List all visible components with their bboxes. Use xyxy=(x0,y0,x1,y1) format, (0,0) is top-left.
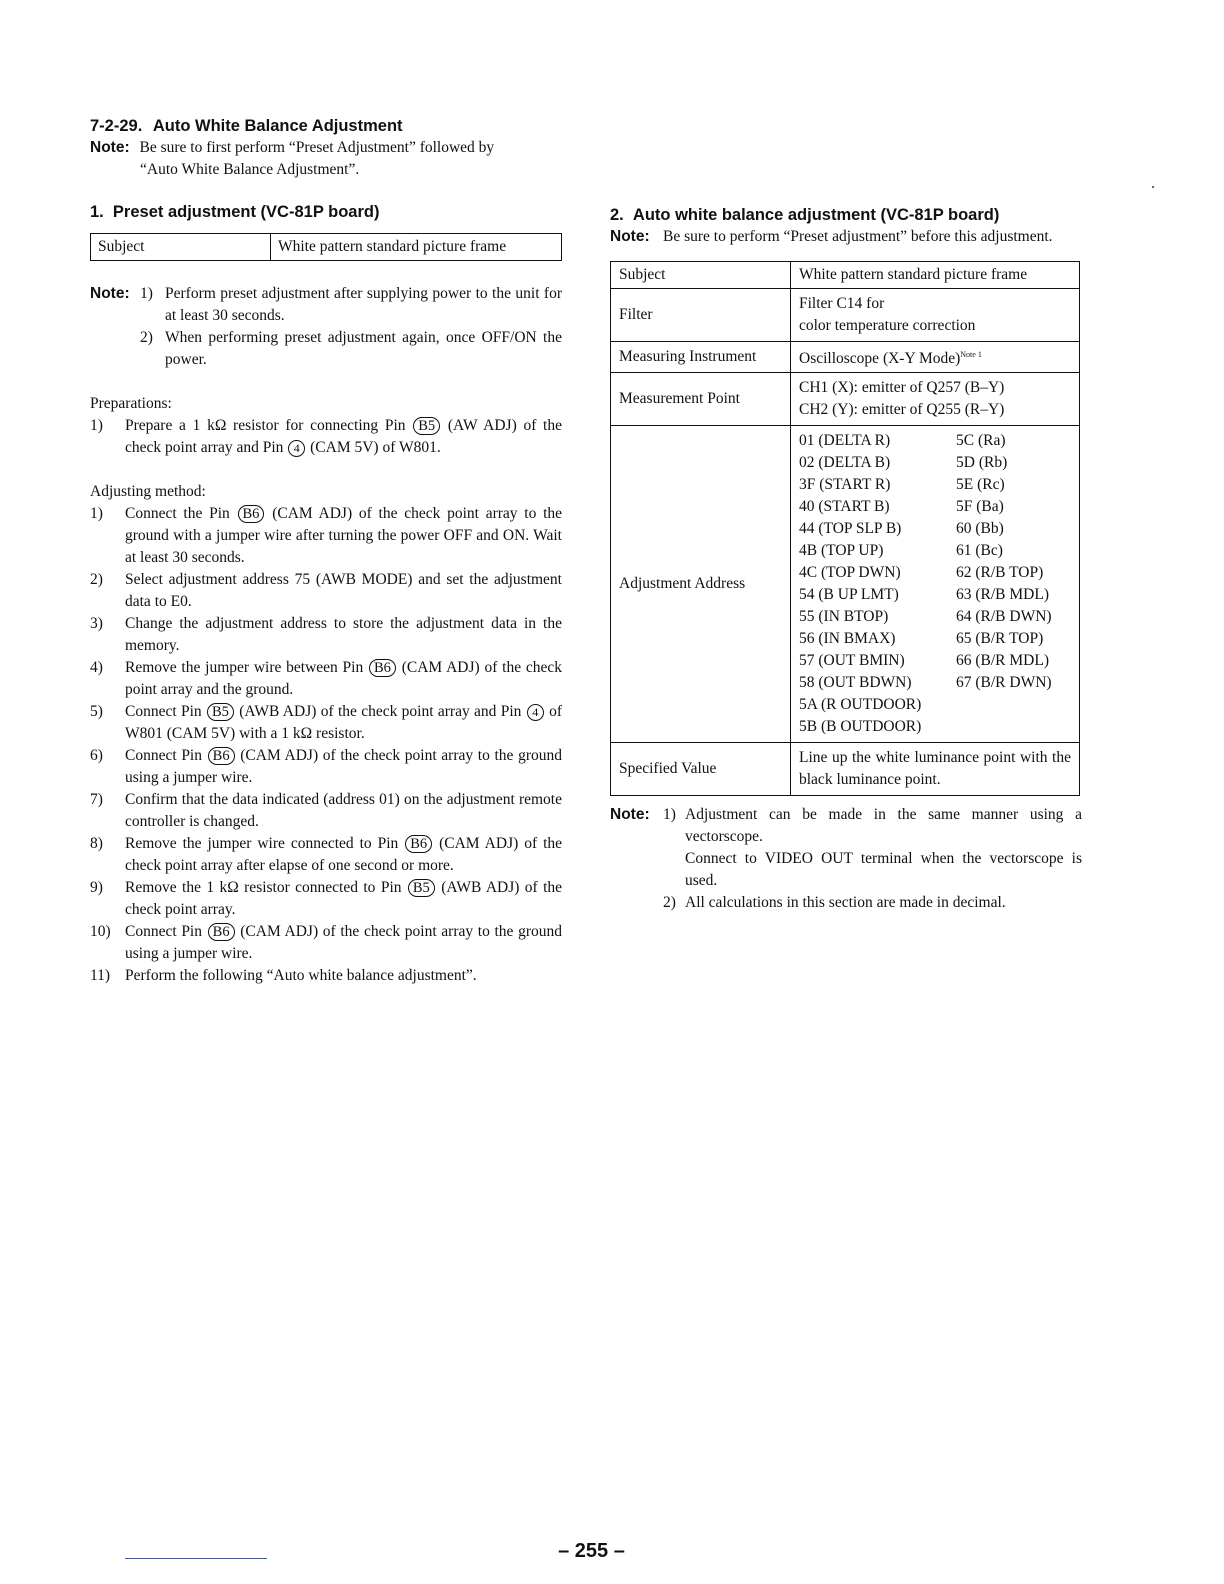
list-item xyxy=(90,833,562,877)
item-text: Confirm that the data indicated (address 01) on the adjustment remote controller is changed. xyxy=(125,791,562,830)
item-text: (CAM ADJ) of the check point array to the ground using a jumper wire. xyxy=(125,747,563,786)
subject-value: White pattern standard picture frame xyxy=(791,262,1080,289)
section2-title: 2. Auto white balance adjustment (VC-81P board) xyxy=(610,206,1000,224)
list-item xyxy=(90,965,562,987)
item-number: 2) xyxy=(90,571,103,588)
item-text: Connect Pin xyxy=(125,747,202,764)
table-row xyxy=(611,426,1080,743)
section2-note xyxy=(610,226,1082,248)
item-text: Remove the 1 kΩ resistor connected to Pin xyxy=(125,879,402,896)
section1-subject-label: Subject xyxy=(91,234,271,261)
item-text: (CAM ADJ) of the check point array and the ground. xyxy=(125,659,563,698)
item-number: 7) xyxy=(90,791,103,808)
pin-label: B5 xyxy=(207,703,234,721)
item-text: (CAM ADJ) of the check point array to the ground with a jumper wire after turning the power OFF and ON. Wait at least 30 seconds. xyxy=(125,505,563,566)
section1-note-1 xyxy=(90,283,562,327)
bottom-rule xyxy=(125,1558,267,1559)
item-number: 1) xyxy=(90,505,103,522)
note-line: All calculations in this section are made in decimal. xyxy=(685,894,1006,912)
point-label: Measurement Point xyxy=(611,373,791,426)
address-entry: 4C (TOP DWN) xyxy=(799,564,901,582)
point-line-2: CH2 (Y): emitter of Q255 (R–Y) xyxy=(799,401,1005,419)
section1-table xyxy=(90,233,562,261)
filter-line-1: Filter C14 for xyxy=(799,295,885,312)
pin-label: B6 xyxy=(238,505,265,523)
address-entry: 01 (DELTA R) xyxy=(799,432,891,450)
subject-label: Subject xyxy=(611,262,791,289)
section2-note-label: Note: xyxy=(610,228,650,245)
note-number: 2) xyxy=(663,894,676,912)
note-line: Adjustment can be made in the same manner using a vectorscope. xyxy=(685,806,1082,846)
item-text: Select adjustment address 75 (AWB MODE) and set the adjustment data to E0. xyxy=(125,571,562,610)
item-text: Connect the Pin xyxy=(125,505,230,522)
note-reference: Note 1 xyxy=(960,350,982,359)
after-note-label: Note: xyxy=(610,806,650,824)
page-number: – 255 – xyxy=(558,1540,625,1562)
point-line-1: CH1 (X): emitter of Q257 (B–Y) xyxy=(799,379,1005,397)
address-entry: 63 (R/B MDL) xyxy=(956,586,1049,604)
pin-label: B5 xyxy=(413,417,440,435)
item-number: 10) xyxy=(90,923,111,940)
list-item xyxy=(90,877,562,921)
address-entry: 54 (B UP LMT) xyxy=(799,586,899,604)
page-heading xyxy=(90,115,562,137)
spec-label: Specified Value xyxy=(611,743,791,796)
pin-label: 4 xyxy=(288,440,305,457)
address-entry: 40 (START B) xyxy=(799,498,890,516)
list-item xyxy=(90,745,562,789)
section2-note-text: Be sure to perform “Preset adjustment” before this adjustment. xyxy=(663,228,1053,245)
note-number: 1) xyxy=(663,806,676,824)
address-entry: 62 (R/B TOP) xyxy=(956,564,1044,582)
instrument-label: Measuring Instrument xyxy=(611,342,791,373)
item-number: 6) xyxy=(90,747,103,764)
intro-note xyxy=(90,137,562,181)
address-entry: 65 (B/R TOP) xyxy=(956,630,1044,648)
left-column xyxy=(90,115,562,987)
heading-title: Auto White Balance Adjustment xyxy=(152,117,403,135)
item-number: 11) xyxy=(90,967,111,984)
right-column xyxy=(610,204,1082,914)
list-item xyxy=(90,701,562,745)
item-text: Change the adjustment address to store the adjustment data in the memory. xyxy=(125,615,562,654)
list-item xyxy=(90,613,562,657)
item-text: Remove the jumper wire connected to Pin xyxy=(125,835,399,852)
address-value xyxy=(791,426,1080,743)
address-entry: 5D (Rb) xyxy=(956,454,1008,472)
after-note-1 xyxy=(610,804,1082,892)
item-text: (CAM ADJ) of the check point array to the ground using a jumper wire. xyxy=(125,923,563,962)
pin-label: B6 xyxy=(405,835,432,853)
filter-label: Filter xyxy=(611,289,791,342)
item-text: (CAM ADJ) of the check point array after elapse of one second or more. xyxy=(125,835,563,874)
filter-line-2: color temperature correction xyxy=(799,317,976,334)
list-item xyxy=(90,921,562,965)
item-text: (CAM 5V) of W801. xyxy=(310,439,441,456)
note-number: 1) xyxy=(140,285,153,302)
address-entry: 67 (B/R DWN) xyxy=(956,674,1052,692)
address-list-right xyxy=(956,430,1052,738)
note-line: Connect to VIDEO OUT terminal when the vectorscope is used. xyxy=(685,850,1082,890)
address-entry: 57 (OUT BMIN) xyxy=(799,652,905,670)
address-label: Adjustment Address xyxy=(611,426,791,743)
note-number: 2) xyxy=(140,329,153,346)
table-row xyxy=(611,373,1080,426)
address-list-left xyxy=(799,430,956,738)
item-text: Connect Pin xyxy=(125,923,202,940)
preparations-list xyxy=(90,415,562,459)
stray-mark xyxy=(1152,186,1154,188)
intro-note-line2: “Auto White Balance Adjustment”. xyxy=(140,161,360,178)
address-entry: 5B (B OUTDOOR) xyxy=(799,718,922,736)
item-number: 8) xyxy=(90,835,103,852)
address-entry: 61 (Bc) xyxy=(956,542,1003,560)
item-number: 1) xyxy=(90,417,103,434)
note-text: Perform preset adjustment after supplying power to the unit for at least 30 seconds. xyxy=(165,285,562,324)
item-text: (AWB ADJ) of the check point array. xyxy=(125,879,563,918)
method-steps xyxy=(90,503,562,987)
table-row xyxy=(611,289,1080,342)
section1-title: 1. Preset adjustment (VC-81P board) xyxy=(90,203,380,221)
section2-table xyxy=(610,261,1080,796)
item-text: (AW ADJ) of the check point array and Pin xyxy=(125,417,562,456)
address-entry: 5F (Ba) xyxy=(956,498,1004,516)
item-text: Connect Pin xyxy=(125,703,202,720)
section1-subject-value: White pattern standard picture frame xyxy=(271,234,562,261)
list-item xyxy=(90,569,562,613)
method-heading: Adjusting method: xyxy=(90,483,206,500)
address-entry: 56 (IN BMAX) xyxy=(799,630,896,648)
address-entry: 5C (Ra) xyxy=(956,432,1006,450)
item-text: of W801 (CAM 5V) with a 1 kΩ resistor. xyxy=(125,703,562,742)
item-text: Remove the jumper wire between Pin xyxy=(125,659,364,676)
table-row xyxy=(611,262,1080,289)
table-row xyxy=(91,234,562,261)
section1-note-2 xyxy=(90,327,562,371)
intro-note-line1: Be sure to first perform “Preset Adjustment” followed by xyxy=(139,139,495,156)
address-entry: 55 (IN BTOP) xyxy=(799,608,889,626)
item-text: Prepare a 1 kΩ resistor for connecting Pin xyxy=(125,417,406,434)
address-entry: 5A (R OUTDOOR) xyxy=(799,696,922,714)
item-number: 4) xyxy=(90,659,103,676)
after-note-2 xyxy=(610,892,1082,914)
item-text: Perform the following “Auto white balance adjustment”. xyxy=(125,967,477,984)
table-row xyxy=(611,743,1080,796)
item-text: (AWB ADJ) of the check point array and Pin xyxy=(239,703,522,720)
list-item xyxy=(90,657,562,701)
address-entry: 02 (DELTA B) xyxy=(799,454,891,472)
list-item xyxy=(90,789,562,833)
filter-value xyxy=(791,289,1080,342)
intro-note-label: Note: xyxy=(90,139,130,156)
address-entry: 58 (OUT BDWN) xyxy=(799,674,912,692)
note-text: When performing preset adjustment again, once OFF/ON the power. xyxy=(165,329,562,368)
address-entry: 64 (R/B DWN) xyxy=(956,608,1052,626)
address-entry: 3F (START R) xyxy=(799,476,891,494)
spec-value: Line up the white luminance point with the black luminance point. xyxy=(791,743,1080,796)
address-entry: 60 (Bb) xyxy=(956,520,1004,538)
pin-label: B6 xyxy=(208,923,235,941)
list-item xyxy=(90,503,562,569)
instrument-text: Oscilloscope (X-Y Mode) xyxy=(799,350,961,368)
pin-label: 4 xyxy=(527,704,544,721)
point-value xyxy=(791,373,1080,426)
item-number: 5) xyxy=(90,703,103,720)
section1-note-label: Note: xyxy=(90,285,130,302)
heading-number: 7-2-29. xyxy=(90,117,143,135)
item-number: 3) xyxy=(90,615,103,632)
section2-after-notes xyxy=(610,804,1082,914)
pin-label: B6 xyxy=(208,747,235,765)
table-row xyxy=(611,342,1080,373)
address-entry: 44 (TOP SLP B) xyxy=(799,520,902,538)
section1-notes xyxy=(90,283,562,371)
pin-label: B5 xyxy=(408,879,435,897)
preparations-heading: Preparations: xyxy=(90,395,172,412)
address-entry: 4B (TOP UP) xyxy=(799,542,884,560)
list-item xyxy=(90,415,562,459)
instrument-value xyxy=(791,342,1080,373)
address-entry: 66 (B/R MDL) xyxy=(956,652,1049,670)
pin-label: B6 xyxy=(369,659,396,677)
address-entry: 5E (Rc) xyxy=(956,476,1005,494)
item-number: 9) xyxy=(90,879,103,896)
